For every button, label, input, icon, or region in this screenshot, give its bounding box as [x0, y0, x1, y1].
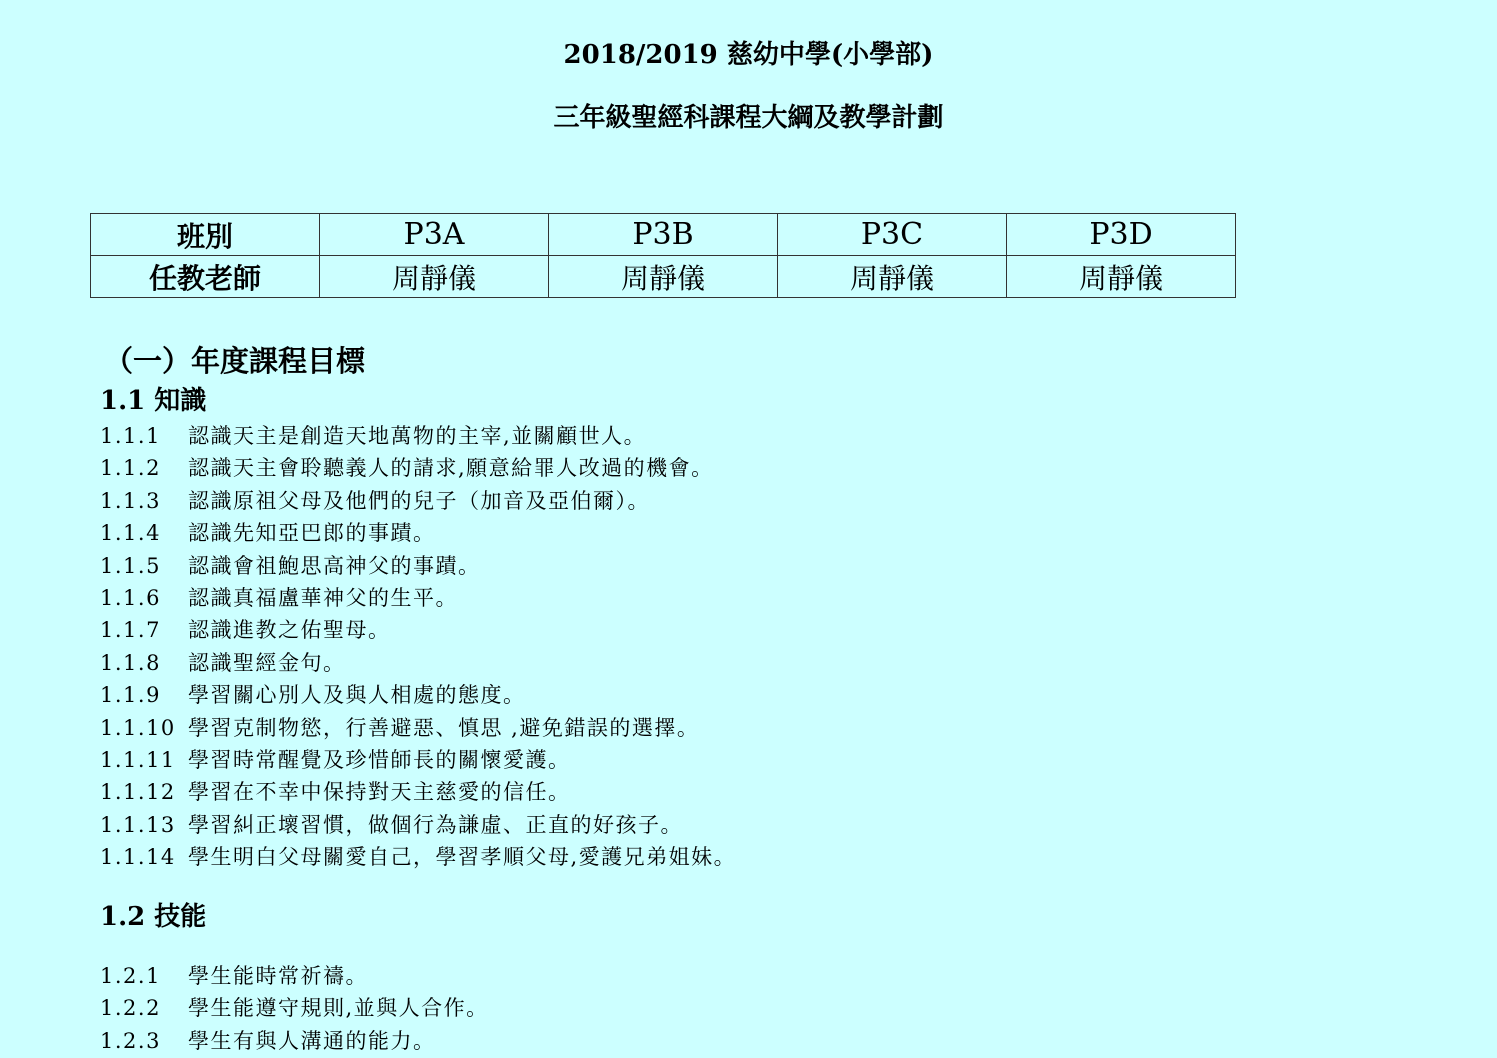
item-number: 1.1.6 [100, 585, 161, 610]
item-number: 1.1.12 [100, 780, 176, 805]
item-text: 學習在不幸中保持對天主慈愛的信任。 [188, 780, 571, 805]
list-item [100, 582, 736, 614]
list-item [100, 744, 736, 776]
item-number: 1.2.1 [100, 964, 161, 988]
class-cell: P3C [778, 214, 1007, 256]
item-text: 學生有與人溝通的能力。 [188, 1028, 436, 1053]
item-text: 學習關心別人及與人相處的態度。 [188, 683, 526, 708]
teacher-cell: 周靜儀 [549, 256, 778, 298]
item-number: 1.1.10 [100, 715, 176, 740]
skills-list [100, 960, 489, 1057]
list-item [100, 452, 736, 484]
item-text: 學生能時常祈禱。 [188, 964, 368, 988]
section-heading-annual-objectives: （一）年度課程目標 [104, 344, 366, 378]
teacher-row-label: 任教老師 [91, 256, 320, 298]
item-text: 學生能遵守規則,並與人合作。 [188, 996, 489, 1021]
item-number: 1.1.1 [100, 424, 161, 448]
knowledge-list [100, 420, 736, 873]
item-number: 1.1.14 [100, 845, 176, 870]
list-item [100, 550, 736, 582]
list-item [100, 712, 736, 744]
item-text: 認識聖經金句。 [188, 650, 346, 675]
list-item [100, 614, 736, 646]
item-text: 認識會祖鮑思高神父的事蹟。 [188, 553, 481, 578]
item-number: 1.1.11 [100, 747, 176, 772]
item-number: 1.1.8 [100, 650, 161, 675]
teacher-cell: 周靜儀 [320, 256, 549, 298]
teacher-cell: 周靜儀 [778, 256, 1007, 298]
item-number: 1.1.2 [100, 456, 161, 481]
list-item [100, 992, 489, 1024]
list-item [100, 517, 736, 549]
class-row [91, 214, 1236, 256]
list-item [100, 485, 736, 517]
list-item [100, 960, 489, 992]
item-number: 1.1.5 [100, 553, 161, 578]
teacher-row [91, 256, 1236, 298]
list-item [100, 841, 736, 873]
subsection-heading-knowledge: 1.1 知識 [100, 386, 207, 416]
item-text: 認識先知亞巴郎的事蹟。 [188, 521, 436, 546]
list-item [100, 647, 736, 679]
subsection-heading-skills: 1.2 技能 [100, 902, 207, 932]
list-item [100, 776, 736, 808]
item-text: 認識進教之佑聖母。 [188, 618, 391, 643]
item-number: 1.1.4 [100, 521, 161, 546]
class-cell: P3D [1007, 214, 1236, 256]
teacher-cell: 周靜儀 [1007, 256, 1236, 298]
item-text: 學生明白父母關愛自己，學習孝順父母,愛護兄弟姐妹。 [188, 845, 737, 870]
class-row-label: 班別 [91, 214, 320, 256]
item-number: 1.2.2 [100, 996, 161, 1021]
list-item [100, 809, 736, 841]
item-text: 認識真福盧華神父的生平。 [188, 585, 458, 610]
item-text: 學習糾正壞習慣，做個行為謙虛、正直的好孩子。 [188, 812, 683, 837]
document-title: 2018/2019 慈幼中學(小學部) [563, 40, 934, 70]
item-number: 1.1.9 [100, 683, 161, 708]
item-number: 1.1.3 [100, 488, 161, 513]
item-number: 1.1.13 [100, 812, 176, 837]
list-item [100, 420, 736, 452]
class-cell: P3A [320, 214, 549, 256]
item-number: 1.2.3 [100, 1028, 161, 1053]
item-text: 學習時常醒覺及珍惜師長的關懷愛護。 [188, 747, 571, 772]
class-teacher-table [90, 213, 1236, 298]
item-text: 學習克制物慾，行善避惡、慎思 ,避免錯誤的選擇。 [188, 715, 700, 740]
item-text: 認識天主是創造天地萬物的主宰,並關顧世人。 [188, 424, 647, 448]
item-text: 認識天主會聆聽義人的請求,願意給罪人改過的機會。 [188, 456, 714, 481]
item-number: 1.1.7 [100, 618, 161, 643]
list-item [100, 1025, 489, 1057]
list-item [100, 679, 736, 711]
item-text: 認識原祖父母及他們的兒子（加音及亞伯爾）。 [188, 488, 650, 513]
class-cell: P3B [549, 214, 778, 256]
document-subtitle: 三年級聖經科課程大綱及教學計劃 [553, 103, 944, 133]
